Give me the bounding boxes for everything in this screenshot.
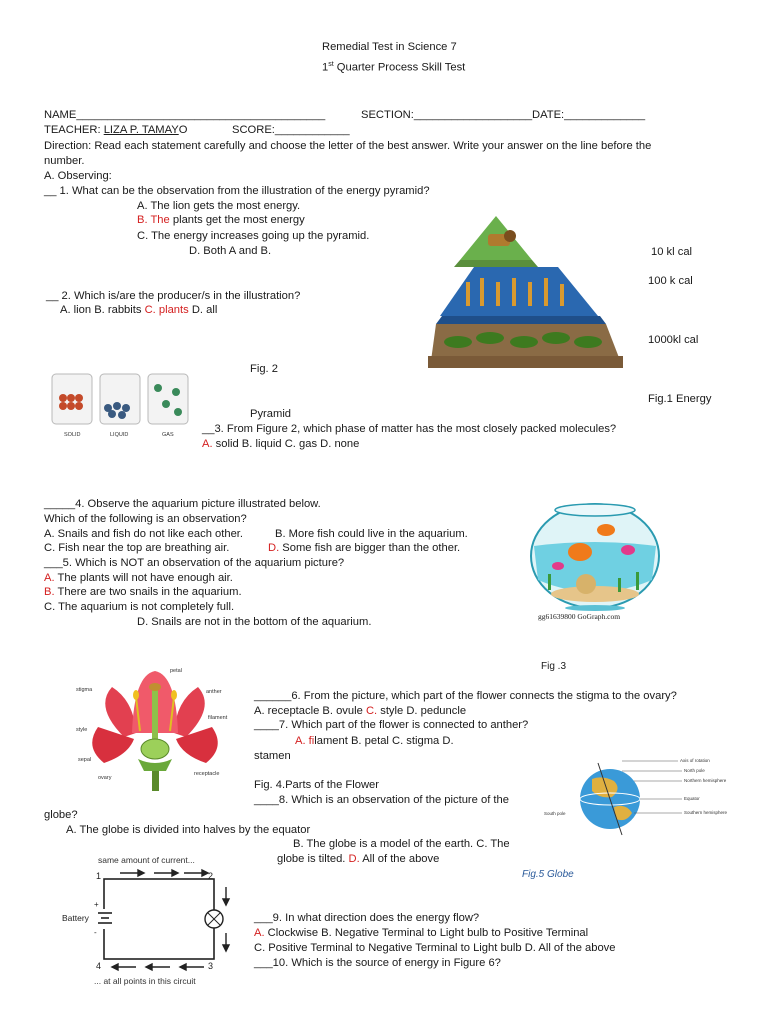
q8-choice-c: globe is tilted. (277, 853, 349, 865)
q1-answer-mark: B. The (137, 214, 170, 226)
fig1-caption-2: Pyramid (250, 408, 292, 420)
q5-choice-c: C. The aquarium is not completely full. (44, 601, 235, 613)
q4-choice-b: B. More fish could live in the aquarium. (275, 528, 468, 540)
question-6: ______6. From the picture, which part of the flower connects the stigma to the ovary? (254, 690, 677, 702)
q7-choices-text: lament B. petal C. stigma D. (314, 735, 454, 747)
q5-choice-b (44, 585, 242, 599)
question-9: ___9. In what direction does the energy flow? (254, 912, 480, 924)
subtitle-rest: Quarter Process Skill Test (333, 61, 466, 74)
q9-answer-mark: A. (254, 927, 265, 939)
circuit-bottom-label: ... at all points in this circuit (94, 976, 196, 986)
teacher-label: TEACHER: (44, 124, 104, 136)
q4-choice-c: C. Fish near the top are breathing air. (44, 542, 230, 554)
question-4: _____4. Observe the aquarium picture illustrated below. (44, 498, 321, 510)
q2-choices-ab: A. lion B. rabbits (60, 304, 145, 316)
q7-choice-d: stamen (254, 750, 291, 762)
q5-choice-d: D. Snails are not in the bottom of the aquarium. (137, 616, 372, 628)
q1-choice-b-text: plants get the most energy (169, 214, 305, 226)
q6-choices-rest: style D. peduncle (377, 705, 467, 717)
teacher-name: LIZA P. TAMAY (103, 124, 179, 136)
q1-choice-b (137, 213, 305, 227)
q2-answer-mark: C. plants (144, 304, 189, 316)
fig1-caption: Fig.1 Energy (648, 393, 712, 405)
q6-choices (254, 704, 466, 718)
q7-answer-mark: A. fi (295, 735, 315, 747)
section-date-field[interactable]: SECTION:___________________DATE:_____________ (361, 109, 646, 121)
circuit-top-label: same amount of current... (98, 855, 195, 865)
fig2-caption: Fig. 2 (250, 363, 278, 375)
q8-choice-b: B. The globe is a model of the earth. C. The (293, 838, 510, 850)
teacher-suffix: O (178, 124, 188, 136)
q3-choices-text: solid B. liquid C. gas D. none (212, 438, 360, 450)
states-of-matter-figure (48, 362, 196, 442)
pyramid-label-middle: 100 k cal (648, 275, 693, 287)
q4-answer-mark: D. (268, 542, 280, 554)
teacher-line (44, 123, 187, 137)
flower-label-anther: anther (206, 689, 222, 695)
q3-choices (202, 437, 359, 451)
fig4-caption: Fig. 4.Parts of the Flower (254, 779, 379, 791)
q8-choice-a: A. The globe is divided into halves by the equator (66, 824, 311, 836)
q5-choice-a-text: The plants will not have enough air. (54, 572, 233, 584)
q5-choice-a (44, 571, 233, 585)
q3-answer-mark: A. (202, 438, 213, 450)
globe-label-axis: Axis of rotation (680, 758, 710, 763)
question-1: __ 1. What can be the observation from the illustration of the energy pyramid? (44, 185, 430, 197)
q5-answer-mark-b: B. (44, 586, 55, 598)
page-subtitle (322, 58, 465, 75)
direction-text: Direction: Read each statement carefully and choose the letter of the best answer. Write your answer on the line before the (44, 140, 652, 152)
circuit-battery-label: Battery (62, 913, 89, 923)
fig2-label-liquid: LIQUID (110, 432, 129, 438)
question-8: ____8. Which is an observation of the picture of the (254, 794, 509, 806)
circuit-node-4: 4 (96, 961, 102, 971)
fig2-label-gas: GAS (162, 432, 174, 438)
q5-choice-b-text: There are two snails in the aquarium. (54, 586, 242, 598)
q7-choices (295, 734, 454, 748)
pyramid-label-bottom: 1000kl cal (648, 334, 699, 346)
section-a-heading: A. Observing: (44, 170, 112, 182)
flower-parts-figure (74, 667, 244, 793)
energy-pyramid-figure (428, 212, 623, 370)
flower-label-ovary: ovary (98, 775, 112, 781)
fig5-caption: Fig.5 Globe (522, 869, 574, 880)
subtitle-prefix: 1 (322, 61, 329, 74)
q5-answer-mark-a: A. (44, 572, 55, 584)
q9-choices-cd: C. Positive Terminal to Negative Terminal to Light bulb D. All of the above (254, 942, 616, 954)
q6-answer-mark: C. (365, 705, 378, 717)
question-8-line2: globe? (44, 809, 78, 821)
flower-label-petal: petal (170, 668, 182, 674)
question-7: ____7. Which part of the flower is connected to anther? (254, 719, 529, 731)
globe-label-northern-hemisphere: Northern hemisphere (684, 778, 727, 783)
circuit-node-2: 2 (208, 871, 214, 881)
page-title: Remedial Test in Science 7 (322, 41, 457, 53)
q1-choice-c: C. The energy increases going up the pyramid. (137, 230, 370, 242)
q9-choices-ab (254, 926, 588, 940)
globe-label-equator: Equator (684, 796, 700, 801)
fig2-label-solid: SOLID (64, 432, 81, 438)
circuit-plus: + (94, 900, 99, 909)
q9-choices-ab-text: Clockwise B. Negative Terminal to Light bulb to Positive Terminal (264, 927, 589, 939)
q4-choice-a: A. Snails and fish do not like each other. (44, 528, 244, 540)
aquarium-watermark: gg61639800 GoGraph.com (538, 612, 621, 621)
score-field[interactable]: SCORE:____________ (232, 124, 350, 136)
flower-label-receptacle: receptacle (194, 771, 220, 777)
question-2: __ 2. Which is/are the producer/s in the illustration? (46, 290, 301, 302)
circuit-minus: - (94, 928, 97, 937)
q1-choice-d: D. Both A and B. (189, 245, 272, 257)
question-3: __3. From Figure 2, which phase of matter has the most closely packed molecules? (202, 423, 617, 435)
q8-choice-d-text: All of the above (359, 853, 440, 865)
circuit-node-1: 1 (96, 871, 102, 881)
q4-choice-d-text: Some fish are bigger than the other. (279, 542, 461, 554)
circuit-figure (58, 853, 248, 988)
pyramid-label-top: 10 kl cal (651, 246, 693, 258)
q2-choices (60, 303, 217, 317)
globe-figure (542, 753, 728, 843)
globe-label-southern-hemisphere: Southern hemisphere (684, 810, 728, 815)
name-field[interactable]: NAME________________________________________ (44, 109, 326, 121)
q6-choices-ab: A. receptacle B. ovule (254, 705, 366, 717)
circuit-node-3: 3 (208, 961, 214, 971)
question-10: ___10. Which is the source of energy in Figure 6? (254, 957, 501, 969)
globe-label-south-pole: South pole (544, 811, 566, 816)
direction-text-2: number. (44, 155, 85, 167)
question-5: ___5. Which is NOT an observation of the aquarium picture? (44, 557, 345, 569)
question-4-line2: Which of the following is an observation? (44, 513, 247, 525)
fig3-caption: Fig .3 (541, 661, 567, 672)
flower-label-filament: filament (208, 715, 228, 721)
q4-choice-d (268, 541, 460, 555)
globe-label-north-pole: North pole (684, 768, 705, 773)
q8-answer-mark: D. (348, 853, 360, 865)
flower-label-style: style (76, 727, 88, 733)
q1-choice-a: A. The lion gets the most energy. (137, 200, 301, 212)
flower-label-stigma: stigma (76, 687, 93, 693)
subtitle-sup: st (328, 61, 334, 68)
aquarium-figure (528, 500, 663, 612)
flower-label-sepal: sepal (78, 757, 92, 763)
q2-choice-d: D. all (188, 304, 218, 316)
q8-choice-cd (277, 852, 439, 866)
